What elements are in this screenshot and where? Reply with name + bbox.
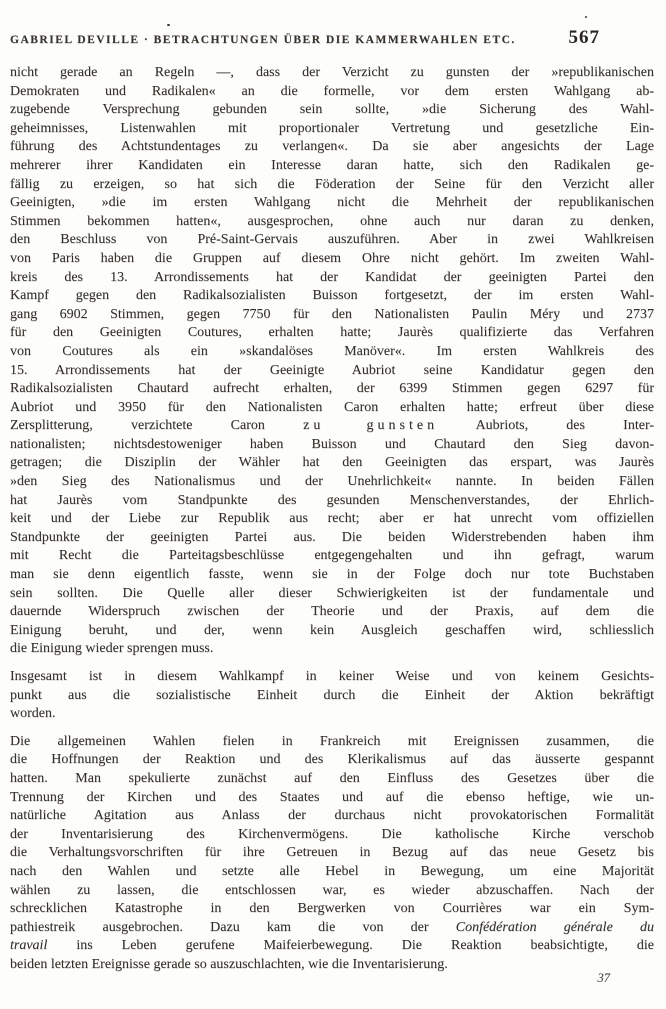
paragraph — [10, 64, 654, 659]
text-line: keit und der Liebe zur Republik aus recht; aber er hat unrecht vom offiziellen — [10, 511, 654, 527]
text-line: »den Sieg des Nationalismus und der Unehrlichkeit« nannte. In beiden Fällen — [10, 474, 654, 490]
text-line: Demokraten und Radikalen« an die formelle, vor dem ersten Wahlgang ab- — [10, 83, 654, 99]
text-line: sein sollten. Die Quelle aller dieser Schwierigkeiten ist der fundamentale und — [10, 585, 654, 601]
text-line: führung des Achtstundentages zu verlangen«. Da sie aber angesichts der Lage — [10, 139, 654, 155]
page-body — [10, 64, 654, 975]
text-line: dauernde Widerspruch zwischen der Theorie und der Praxis, auf dem die — [10, 604, 654, 620]
text-line: Die allgemeinen Wahlen fielen in Frankreich mit Ereignissen zusammen, die — [10, 733, 654, 749]
running-header — [10, 27, 600, 49]
text-line: Standpunkte der geeinigten Partei aus. Die beiden Widerstrebenden haben ihm — [10, 529, 654, 545]
text-line: den Beschluss von Pré-Saint-Gervais auszuführen. Aber in zwei Wahlkreisen — [10, 232, 654, 248]
text-line: wählen zu lassen, die entschlossen war, es wieder abzuschaffen. Nach der — [10, 882, 654, 898]
text-line: pathiestreik ausgebrochen. Dazu kam die von der Confédération générale du — [10, 919, 654, 935]
text-line: mehrerer ihrer Kandidaten ein Interesse daran hatte, sich den Radikalen ge- — [10, 157, 654, 173]
text-line: die Verhaltungsvorschriften für ihre Getreuen in Bezug auf das neue Gesetz bis — [10, 845, 654, 861]
text-line: natürliche Agitation aus Anlass der durchaus nicht provokatorischen Formalität — [10, 808, 654, 824]
page-number: 567 — [568, 27, 600, 48]
text-line: zugebende Versprechung gebunden sein sollte, »die Sicherung des Wahl- — [10, 102, 654, 118]
text-line: 15. Arrondissements hat der Geeinigte Aubriot seine Kandidatur gegen den — [10, 362, 654, 378]
text-line: kreis des 13. Arrondissements hat der Kandidat der geeinigten Partei den — [10, 269, 654, 285]
text-line: die Hoffnungen der Reaktion und des Klerikalismus auf das äusserte gespannt — [10, 752, 654, 768]
text-line: beiden letzten Ereignisse gerade so auszuschlachten, wie die Inventarisierung. — [10, 956, 448, 972]
text-line: von Coutures als ein »skandalöses Manöver«. Im ersten Wahlkreis des — [10, 343, 654, 359]
text-line: getragen; die Disziplin der Wähler hat den Geeinigten das erspart, was Jaurès — [10, 455, 654, 471]
text-line: Insgesamt ist in diesem Wahlkampf in keiner Weise und von keinem Gesichts- — [10, 669, 654, 684]
text-line: nach den Wahlen und setzte alle Hebel in Bewegung, um eine Majorität — [10, 863, 654, 879]
text-line: Trennung der Kirchen und des Staates und auf die ebenso heftige, wie un- — [10, 789, 654, 805]
text-line: für den Geeinigten Coutures, erhalten hatte; Jaurès qualifizierte das Verfahren — [10, 325, 654, 341]
text-line: fällig zu erzeigen, so hat sich die Föderation der Seine für den Verzicht aller — [10, 176, 654, 192]
text-line: geheimnisses, Listenwahlen mit proportionaler Vertretung und gesetzliche Ein- — [10, 120, 654, 136]
text-line: worden. — [10, 706, 56, 722]
signature-mark: 37 — [597, 971, 610, 985]
running-header-title: GABRIEL DEVILLE · BETRACHTUNGEN ÜBER DIE KAMMERWAHLEN ETC. — [10, 34, 516, 46]
text-line: nicht gerade an Regeln —, dass der Verzicht zu gunsten der »republikanischen — [10, 65, 654, 80]
text-line: man sie denn eigentlich fasste, wenn sie in der Folge doch nur tote Buchstaben — [10, 567, 654, 583]
text-line: punkt aus die sozialistische Einheit durch die Einheit der Aktion bekräftigt — [10, 687, 654, 703]
text-line: Radikalsozialisten Chautard aufrecht erhalten, der 6399 Stimmen gegen 6297 für — [10, 381, 654, 397]
text-line: Geeinigten, »die im ersten Wahlgang nicht die Mehrheit der republikanischen — [10, 195, 654, 211]
text-line: nationalisten; nichtsdestoweniger haben Buisson und Chautard den Sieg davon- — [10, 436, 654, 452]
text-line: Einigung beruht, und der, wenn kein Ausgleich geschaffen wird, schliesslich — [10, 622, 654, 638]
text-line: mit Recht die Parteitagsbeschlüsse entgegengehalten und ihn gefragt, warum — [10, 548, 654, 564]
text-line: Zersplitterung, verzichtete Caron zu gunsten Aubriots, des Inter- — [10, 418, 654, 434]
paragraph — [10, 668, 654, 724]
paragraph — [10, 733, 654, 975]
text-line: gang 6902 Stimmen, gegen 7750 für den Nationalisten Paulin Méry und 2737 — [10, 306, 654, 322]
text-line: schrecklichen Katastrophe in den Bergwerken von Courrières war ein Sym- — [10, 901, 654, 917]
text-line: Aubriot und 3950 für den Nationalisten Caron erhalten hatte; erfreut über diese — [10, 399, 654, 415]
ink-speck — [167, 24, 170, 26]
text-line: hat Jaurès vom Standpunkte des gesunden Menschenverstandes, der Ehrlich- — [10, 492, 654, 508]
text-line: von Paris haben die Gruppen auf diesem Ohre nicht gehört. Im zweiten Wahl- — [10, 250, 654, 266]
text-line: travail ins Leben gerufene Maifeierbewegung. Die Reaktion beabsichtigte, die — [10, 938, 654, 954]
text-line: Stimmen bekommen hatten«, ausgesprochen, ohne auch nur daran zu denken, — [10, 213, 654, 229]
text-line: Kampf gegen den Radikalsozialisten Buisson fortgesetzt, der im ersten Wahl- — [10, 288, 654, 304]
text-line: die Einigung wieder sprengen muss. — [10, 641, 214, 657]
text-line: der Inventarisierung des Kirchenvermögens. Die katholische Kirche verschob — [10, 826, 654, 842]
ink-speck — [585, 16, 587, 18]
text-line: hatten. Man spekulierte zunächst auf den Einfluss des Gesetzes über die — [10, 770, 654, 786]
